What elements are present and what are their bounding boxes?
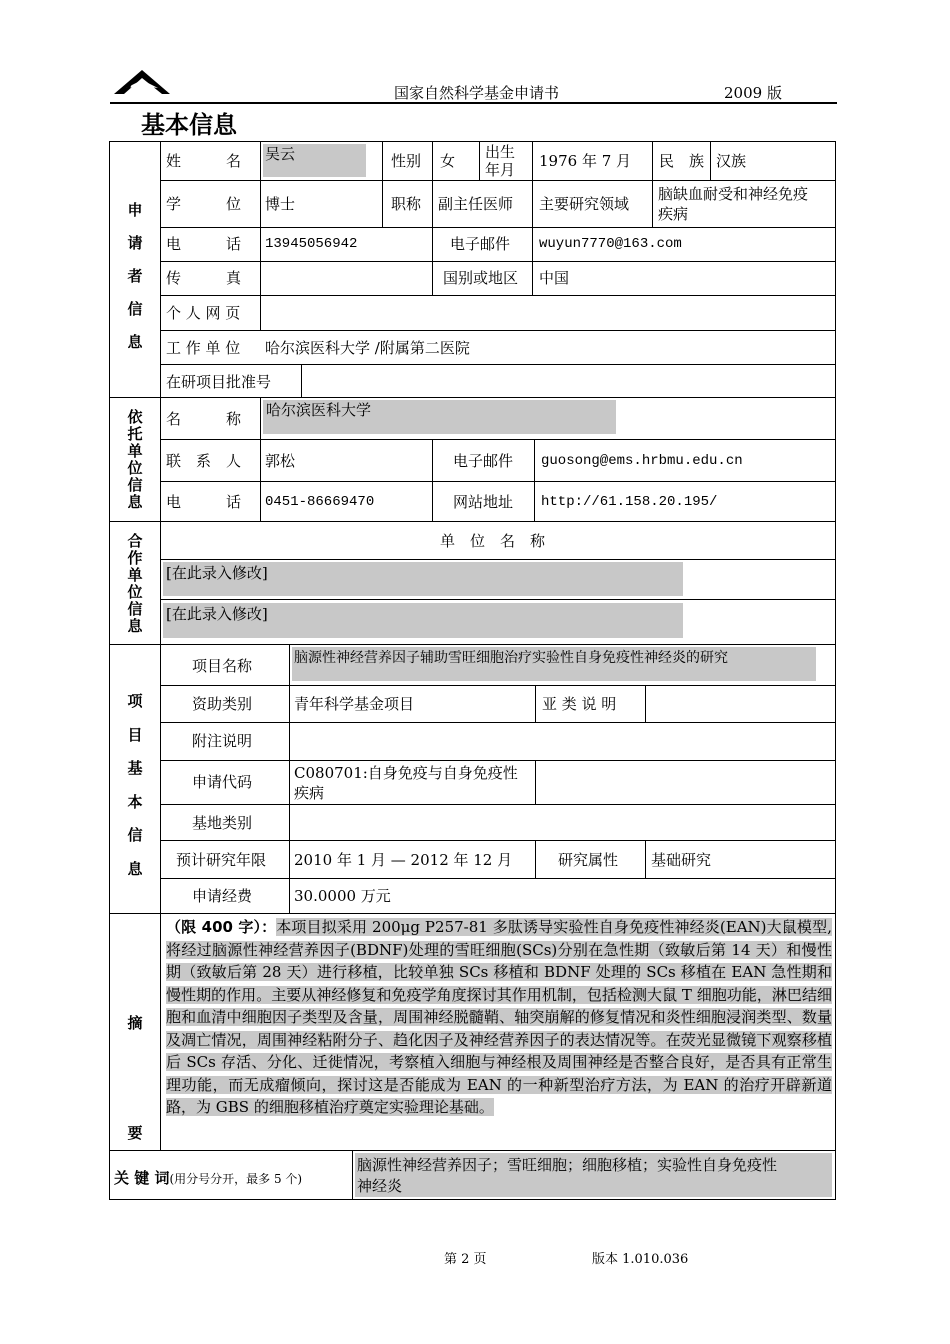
country-label: 国别或地区 [443, 269, 519, 287]
abstract-body[interactable] [166, 916, 832, 1119]
homepage-label: 个 人 网 页 [166, 304, 241, 322]
research-attribute-value[interactable]: 基础研究 [651, 851, 712, 869]
keywords-value[interactable]: 脑源性神经营养因子；雪旺细胞；细胞移植；实验性自身免疫性 神经炎 [357, 1156, 778, 1195]
abstract-text: 本项目拟采用 200μg P257-81 多肽诱导实验性自身免疫性神经炎(EAN)大鼠模型,将经过脑源性神经营养因子(BDNF)处理的雪旺细胞(SCs)分别在急性期（致敏后第 14 天）和慢性期（致敏后第 28 天）进行移植，比较单独 SCs 移植和 BDNF 处理的 SCs 移植在 EAN 急性期和慢性期的作用。主要从神经修复和免疫学角度探讨其作用机制，包括检测大鼠 T 细胞功能，淋巴结细胞和血清中细胞因子类型及含量，周围神经脱髓鞘、轴突崩解的修复情况和炎性细胞浸润类型、数量及凋亡情况，周围神经粘附分子、趋化因子及神经营养因子的表达情况等。在荧光显微镜下观察移植后 SCs 存活、分化、迁徙情况，考察植入细胞与神经根及周围神经是否整合良好，是否具有正常生理功能，而无成瘤倾向，探讨这是否能成为 EAN 的一种新型治疗方法，为 EAN 的治疗开辟新道路，为 GBS 的细胞移植治疗奠定实验理论基础。 [166, 918, 832, 1116]
footer-version: 版本 1.010.036 [592, 1252, 689, 1267]
host-contact-label: 联 系 人 [166, 452, 242, 470]
gender-value[interactable]: 女 [440, 152, 456, 170]
section-title: 基本信息 [141, 111, 237, 139]
title-value[interactable]: 副主任医师 [438, 195, 514, 213]
birth-label: 出生 年月 [485, 143, 516, 179]
host-website-value[interactable]: http://61.158.20.195/ [541, 494, 718, 510]
applicant-section-label: 申 请 者 信 息 [127, 201, 143, 351]
partner-section-label: 合 作 单 位 信 息 [127, 532, 143, 635]
title-label: 职称 [391, 195, 422, 213]
host-name-label: 名 称 [166, 410, 242, 428]
project-number-label: 在研项目批准号 [166, 373, 272, 391]
research-field-value[interactable]: 脑缺血耐受和神经免疫 疾病 [658, 185, 809, 223]
degree-label: 学 位 [166, 195, 242, 213]
research-period-value[interactable]: 2010 年 1 月 — 2012 年 12 月 [294, 851, 513, 869]
host-phone-value[interactable]: 0451-86669470 [265, 494, 375, 510]
application-code-value[interactable]: C080701:自身免疫与自身免疫性 疾病 [294, 764, 518, 802]
budget-label: 申请经费 [192, 887, 253, 905]
host-section-label: 依 托 单 位 信 息 [127, 408, 143, 511]
subclass-label: 亚 类 说 明 [542, 695, 617, 713]
research-field-label: 主要研究领域 [539, 195, 630, 213]
partner-row[interactable]: [在此录入修改] [166, 605, 268, 623]
footer-page: 第 2 页 [444, 1252, 487, 1267]
project-name-value[interactable]: 脑源性神经营养因子辅助雪旺细胞治疗实验性自身免疫性神经炎的研究 [294, 650, 728, 666]
applicant-name[interactable]: 吴云 [265, 145, 296, 163]
partner-row[interactable]: [在此录入修改] [166, 564, 268, 582]
gender-label: 性别 [391, 152, 422, 170]
funding-type-label: 资助类别 [192, 695, 253, 713]
project-section-label: 项 目 基 本 信 息 [127, 692, 143, 878]
header-title: 国家自然科学基金申请书 [394, 84, 560, 102]
partner-header: 单 位 名 称 [440, 532, 546, 550]
abstract-section-label: 摘 要 [127, 1014, 143, 1142]
keywords-label: 关 键 词(用分号分开，最多 5 个) [114, 1169, 303, 1187]
abstract-limit: （限 400 字）： [166, 918, 277, 936]
application-code-label: 申请代码 [192, 773, 253, 791]
applicant-name-label: 姓 名 [166, 152, 242, 170]
birth-value[interactable]: 1976 年 7 月 [539, 152, 632, 170]
host-email-value[interactable]: guosong@ems.hrbmu.edu.cn [541, 453, 743, 469]
country-value[interactable]: 中国 [539, 269, 570, 287]
host-website-label: 网站地址 [453, 493, 514, 511]
degree-value[interactable]: 博士 [265, 195, 296, 213]
ethnicity-value[interactable]: 汉族 [716, 152, 747, 170]
host-name-value[interactable]: 哈尔滨医科大学 [266, 401, 372, 419]
email-value[interactable]: wuyun7770@163.com [539, 236, 682, 252]
phone-value[interactable]: 13945056942 [265, 236, 358, 252]
note-label: 附注说明 [192, 732, 253, 750]
nsfc-logo [112, 66, 172, 98]
budget-value[interactable]: 30.0000 万元 [294, 887, 391, 905]
base-type-label: 基地类别 [192, 814, 253, 832]
host-contact-value[interactable]: 郭松 [265, 452, 296, 470]
research-period-label: 预计研究年限 [176, 851, 267, 869]
email-label: 电子邮件 [450, 235, 511, 253]
phone-label: 电 话 [166, 235, 242, 253]
ethnicity-label: 民 族 [659, 152, 705, 170]
host-email-label: 电子邮件 [453, 452, 514, 470]
project-name-label: 项目名称 [192, 657, 253, 675]
workplace-value[interactable]: 哈尔滨医科大学 /附属第二医院 [265, 339, 470, 357]
fax-label: 传 真 [166, 269, 242, 287]
funding-type-value[interactable]: 青年科学基金项目 [294, 695, 415, 713]
workplace-label: 工 作 单 位 [166, 339, 241, 357]
research-attribute-label: 研究属性 [558, 851, 619, 869]
header-version: 2009 版 [724, 84, 782, 102]
host-phone-label: 电 话 [166, 493, 242, 511]
